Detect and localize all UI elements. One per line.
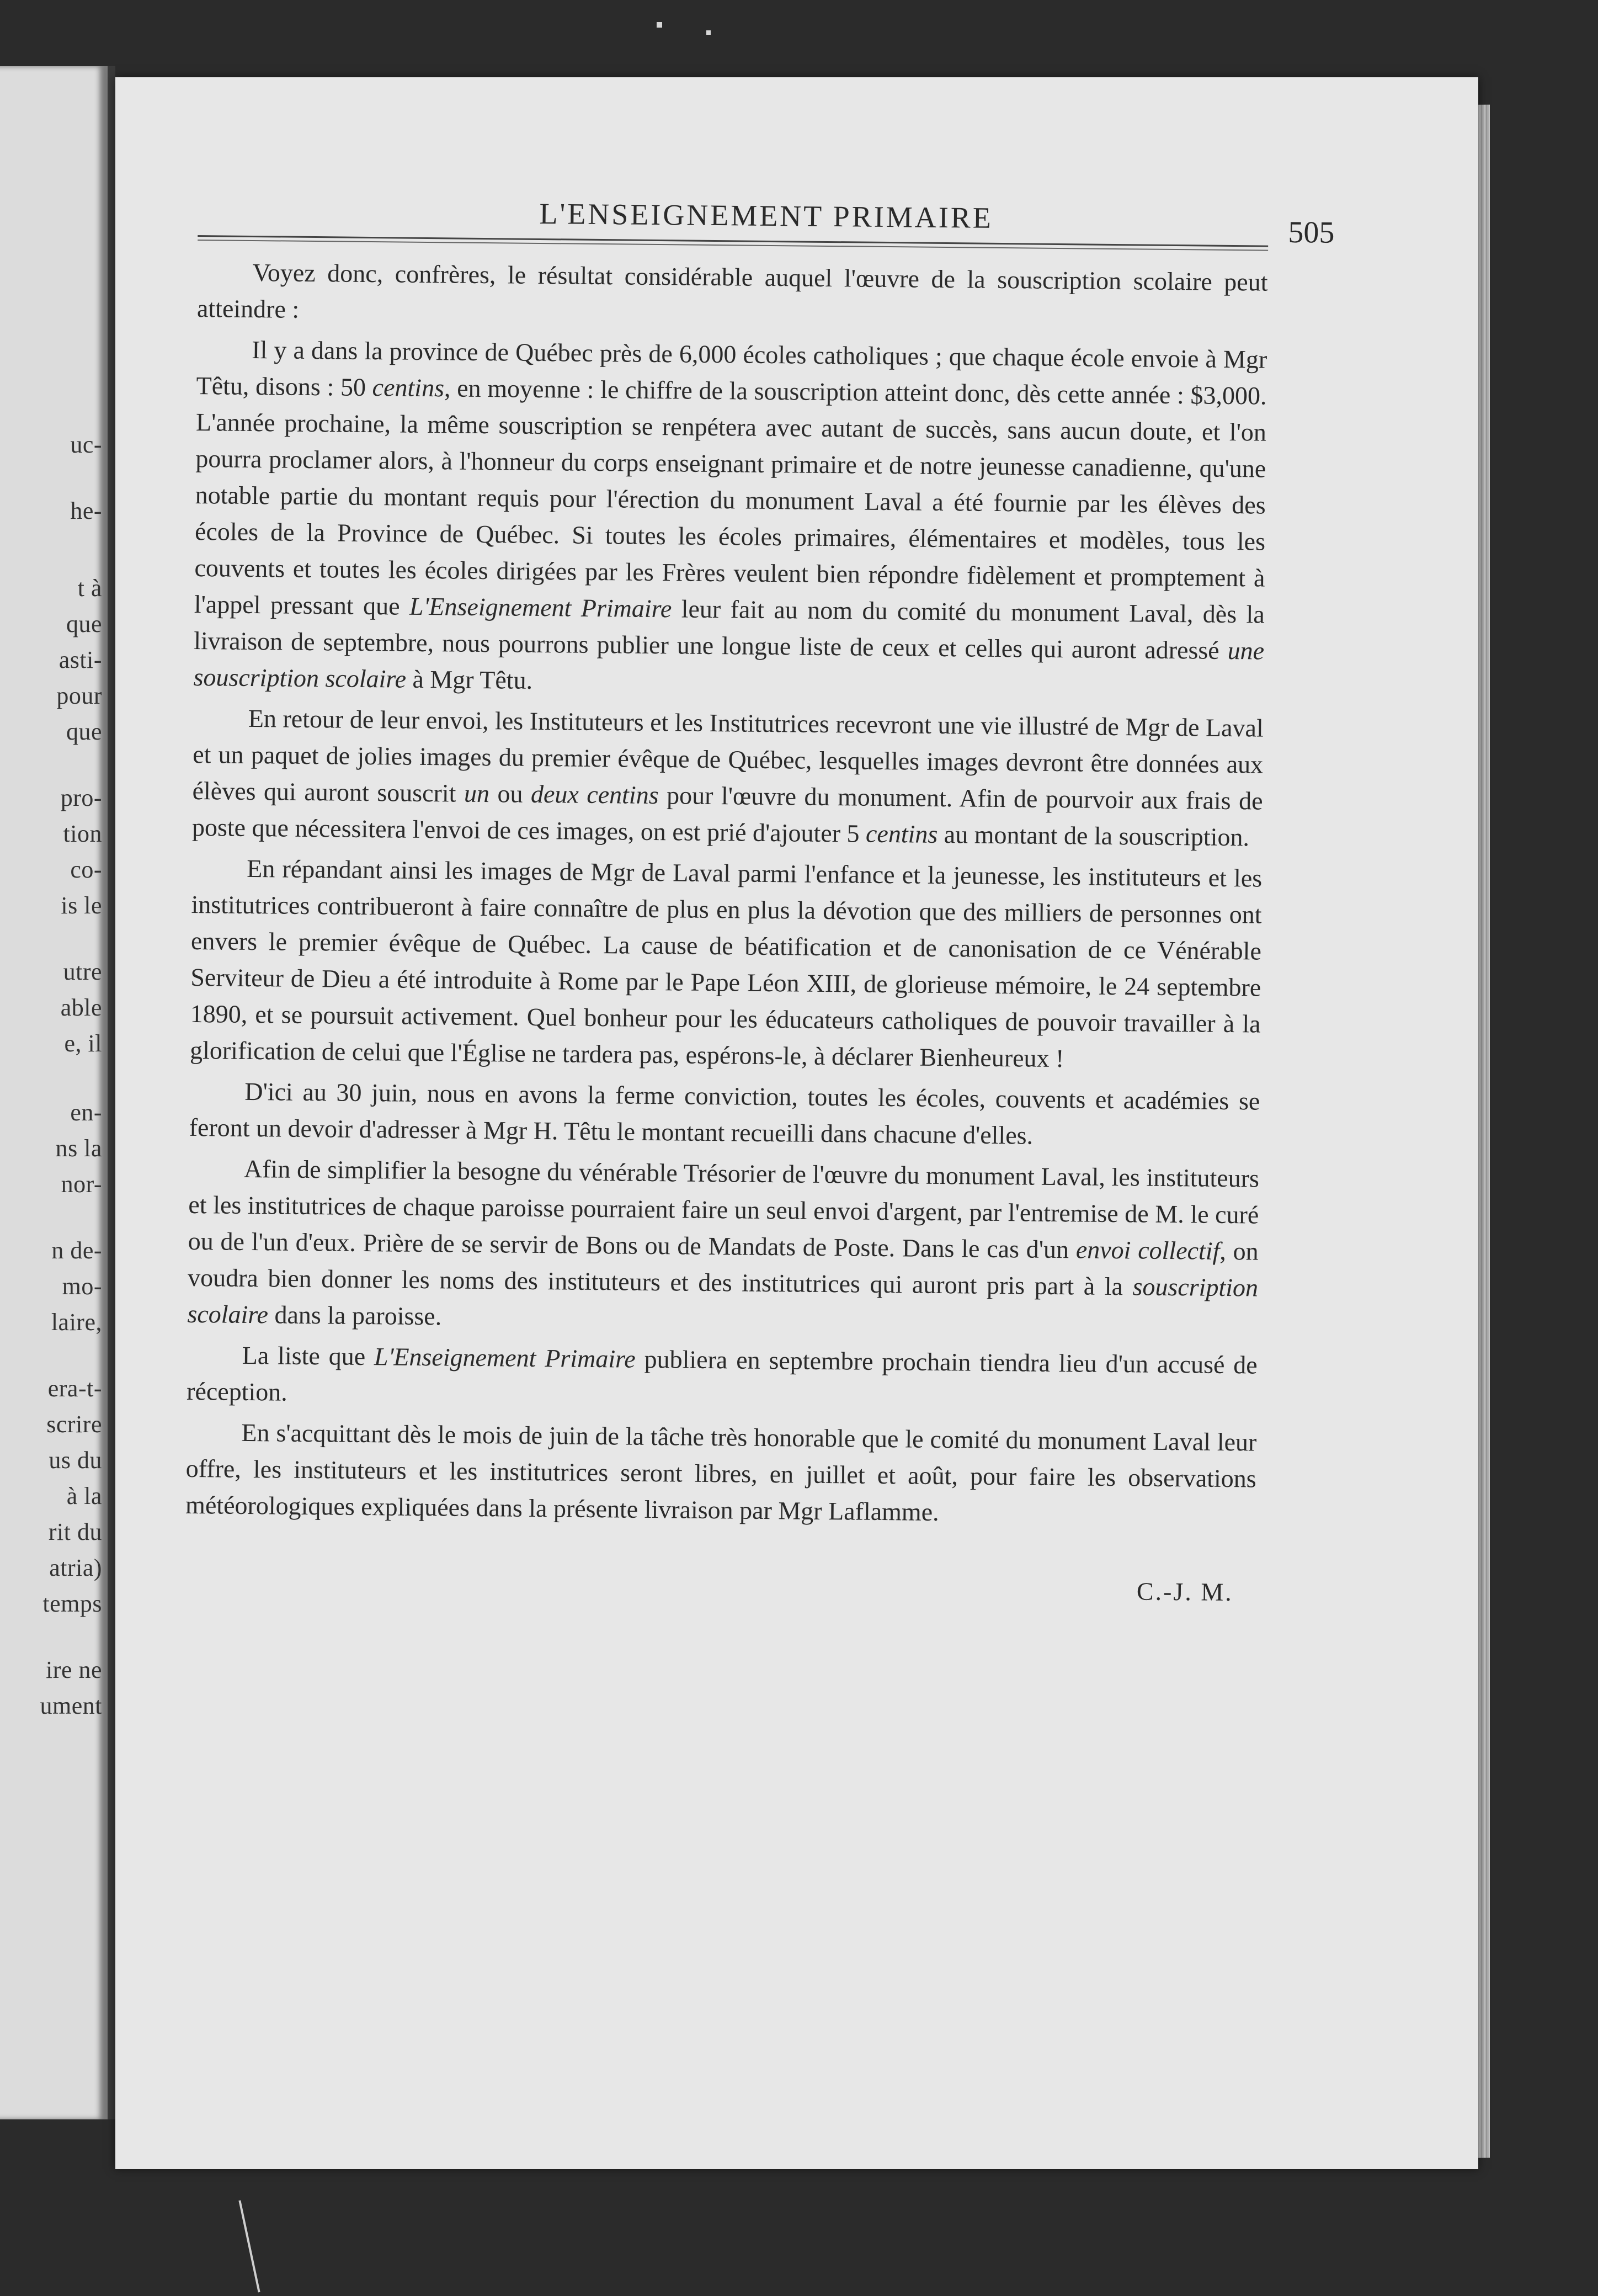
left-page-text-fragment: ument [40, 1692, 102, 1719]
left-page-text-fragment: tion [63, 820, 102, 847]
left-page-text-fragment: n de- [51, 1237, 102, 1264]
text-run: à Mgr Têtu. [406, 665, 533, 694]
left-page-text-fragment: uc- [70, 431, 102, 458]
left-page-text-fragment: utre [63, 958, 102, 985]
header-rule [198, 235, 1268, 251]
left-page-text-fragment: is le [61, 892, 102, 919]
left-page-text-fragment: era-t- [47, 1375, 102, 1402]
left-page-text-fragment: nor- [61, 1171, 102, 1198]
book-gutter [108, 66, 115, 2119]
text-run: En retour de leur envoi, les Instituteurs et les Institutrices recevront une vie illustré de Mgr de Laval et un paquet de jolies images du premier évêque de Québec, lesquelles images devront être données aux élèves qui auront souscrit [192, 704, 1264, 807]
left-page-text-fragment: mo- [62, 1273, 102, 1300]
paragraph [193, 331, 1267, 706]
film-scratch [238, 2200, 260, 2292]
left-page-text-fragment: e, il [64, 1030, 102, 1057]
film-fleck [706, 30, 711, 35]
left-page-text-fragment: pro- [60, 784, 102, 811]
italic-text: centins [372, 373, 445, 402]
paragraph [187, 1337, 1258, 1420]
text-run: D'ici au 30 juin, nous en avons la ferme conviction, toutes les écoles, couvents et académies se feront un devoir d'adresser à Mgr H. Têtu le montant recueilli dans chacune d'elles. [189, 1077, 1260, 1150]
paragraph [187, 1150, 1259, 1343]
left-page-text-fragment: able [60, 994, 102, 1021]
text-run: , en moyenne : le chiffre de la souscription atteint donc, dès cette année : $3,000. L'année prochaine, la même souscription se renpétera avec autant de succès, sans aucun doute, et l'on pourra proclamer alors, à l'honneur du corps enseignant primaire et de notre jeunesse canadienne, qu'une notable partie du montant requis pour l'érection du monument Laval a été fournie par les élèves des écoles de la Province de Québec. Si toutes les écoles primaires, élémentaires et modèles, tous les couvents et toutes les écoles dirigées par les Frères veulent bien répondre fidèlement et promptement à l'appel pressant que [194, 374, 1267, 620]
left-page-text-fragment: atria) [49, 1554, 102, 1581]
article-body [185, 254, 1268, 1534]
text-run: publiera en septembre prochain tiendra lieu d'un accusé de réception. [186, 1344, 1258, 1406]
left-page-text-fragment: laire, [51, 1309, 102, 1336]
left-page-text-fragment: asti- [58, 646, 102, 673]
left-page-text-fragment: us du [49, 1447, 102, 1474]
left-page-text-fragment: he- [70, 497, 102, 524]
left-page-text-fragment: t à [77, 575, 102, 602]
left-page-text-fragment: co- [70, 856, 102, 883]
text-run: Il y a dans la province de Québec près de 6,000 écoles catholiques ; que chaque école envoie à Mgr Têtu, disons : 50 [196, 335, 1267, 402]
paragraph [190, 850, 1263, 1079]
text-run: ou [489, 779, 531, 808]
text-run: Voyez donc, confrères, le résultat considérable auquel l'œuvre de la souscription scolaire peut atteindre : [196, 258, 1268, 323]
text-run: dans la paroisse. [268, 1300, 442, 1331]
italic-text: centins [865, 819, 938, 848]
signature: C.-J. M. [1136, 1577, 1234, 1607]
paragraph [189, 1073, 1260, 1156]
text-run: au montant de la souscription. [938, 820, 1250, 852]
text-run: leur fait au nom du comité du monument Laval, dès la livraison de septembre, nous pourrons publier une longue liste de ceux et celles qui auront adressé [193, 594, 1265, 665]
text-run: Afin de simplifier la besogne du vénérable Trésorier de l'œuvre du monument Laval, les instituteurs et les institutrices de chaque paroisse pourraient faire un seul envoi d'argent, par l'entremise de M. le curé ou de l'un d'eux. Prière de se servir de Bons ou de Mandats de Poste. Dans le cas d'un [188, 1154, 1260, 1264]
left-page-text-fragment: que [66, 610, 102, 637]
italic-text: envoi collectif [1075, 1235, 1220, 1265]
italic-text: L'Enseignement Primaire [409, 592, 672, 623]
left-page-text-fragment: ns la [55, 1135, 102, 1162]
italic-text: L'Enseignement Primaire [374, 1342, 636, 1373]
page-number: 505 [1288, 215, 1335, 250]
film-fleck [657, 22, 662, 28]
left-page-text-fragment: en- [70, 1099, 102, 1126]
text-run: La liste que [242, 1341, 375, 1371]
italic-text: une souscription scolaire [193, 636, 1265, 693]
italic-text: un [464, 779, 490, 808]
text-run: pour l'œuvre du monument. Afin de pourvoir aux frais de poste que nécessitera l'envoi de ces images, on est prié d'ajouter 5 [191, 781, 1263, 848]
text-run: En répandant ainsi les images de Mgr de Laval parmi l'enfance et la jeunesse, les instituteurs et les institutrices contribueront à faire connaître de plus en plus la dévotion que des milliers de personnes ont envers le premier évêque de Québec. La cause de béatification et de canonisation de ce Vénérable Serviteur de Dieu a été introduite à Rome par le Pape Léon XIII, de glorieuse mémoire, le 24 septembre 1890, et se poursuit activement. Quel bonheur pour les éducateurs catholiques de pouvoir travailler à la glorification de celui que l'Église ne tardera pas, espérons-le, à déclarer Bienheureux ! [189, 854, 1263, 1073]
paragraph [185, 1414, 1257, 1534]
text-run: , on voudra bien donner les noms des instituteurs et des institutrices qui auront pris part à la [187, 1236, 1259, 1301]
left-page-text-fragment: temps [42, 1590, 102, 1617]
paragraph [197, 254, 1268, 337]
book-page [115, 77, 1478, 2169]
paragraph [192, 700, 1264, 856]
italic-text: souscription scolaire [187, 1272, 1259, 1329]
left-page-text-fragment: ire ne [46, 1656, 102, 1683]
text-run: En s'acquittant dès le mois de juin de la tâche très honorable que le comité du monument Laval leur offre, les instituteurs et les institutrices seront libres, en juillet et août, pour faire les observations météorologiques expliquées dans la présente livraison par Mgr Laflamme. [185, 1418, 1257, 1526]
running-head: L'ENSEIGNEMENT PRIMAIRE [539, 196, 994, 235]
left-page-fragment [0, 66, 108, 2119]
left-page-text-fragment: scrire [46, 1411, 102, 1438]
left-page-text-fragment: rit du [48, 1518, 102, 1545]
left-page-text-fragment: à la [66, 1482, 102, 1510]
left-page-text-fragment: que [66, 718, 102, 745]
left-page-text-fragment: pour [56, 682, 102, 709]
italic-text: deux centins [530, 779, 659, 810]
page-content [185, 193, 1335, 1607]
